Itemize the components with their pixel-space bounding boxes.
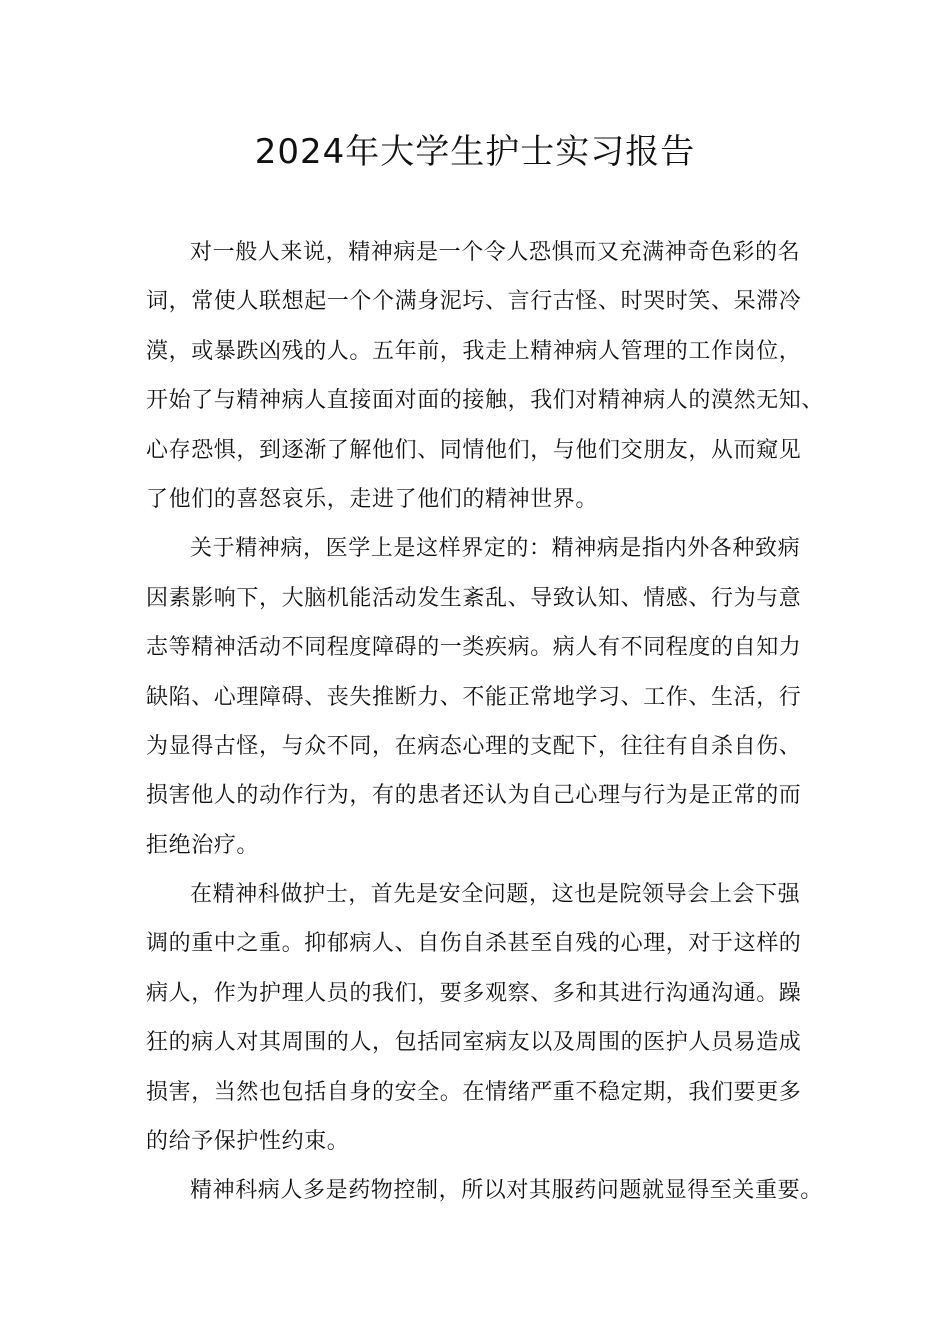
paragraph-line: 调的重中之重。抑郁病人、自伤自杀甚至自残的心理，对于这样的 (146, 931, 802, 957)
paragraph (146, 524, 816, 870)
paragraph (146, 1166, 823, 1215)
paragraph-line: 了他们的喜怒哀乐，走进了他们的精神世界。 (146, 486, 599, 512)
paragraph-line: 关于精神病，医学上是这样界定的：精神病是指内外各种致病 (190, 536, 801, 562)
paragraph-line: 在精神科做护士，首先是安全问题，这也是院领导会上会下强 (190, 882, 801, 908)
paragraph-line: 缺陷、心理障碍、丧失推断力、不能正常地学习、工作、生活，行 (146, 684, 802, 710)
paragraph-line: 的给予保护性约束。 (146, 1129, 350, 1155)
paragraph-line: 损害他人的动作行为，有的患者还认为自己心理与行为是正常的而 (146, 783, 802, 809)
paragraph-line: 损害，当然也包括自身的安全。在情绪严重不稳定期，我们要更多 (146, 1079, 802, 1105)
paragraph-line: 因素影响下，大脑机能活动发生紊乱、导致认知、情感、行为与意 (146, 585, 802, 611)
paragraph-line: 开始了与精神病人直接面对面的接触，我们对精神病人的漠然无知、 (146, 388, 825, 414)
paragraph-line: 词，常使人联想起一个个满身泥圬、言行古怪、时哭时笑、呆滞冷 (146, 289, 802, 315)
paragraph-line: 狂的病人对其周围的人，包括同室病友以及周围的医护人员易造成 (146, 1030, 802, 1056)
paragraph-line: 病人，作为护理人员的我们，要多观察、多和其进行沟通沟通。躁 (146, 980, 802, 1006)
document-title: 2024年大学生护士实习报告 (254, 132, 696, 172)
document-body (146, 228, 825, 1216)
paragraph-line: 对一般人来说，精神病是一个令人恐惧而又充满神奇色彩的名 (190, 240, 801, 265)
paragraph-line: 漠，或暴跌凶残的人。五年前，我走上精神病人管理的工作岗位， (146, 338, 802, 364)
paragraph-line: 心存恐惧，到逐渐了解他们、同情他们，与他们交朋友，从而窥见 (146, 437, 802, 463)
paragraph (146, 228, 825, 524)
paragraph-line: 志等精神活动不同程度障碍的一类疾病。病人有不同程度的自知力 (146, 635, 802, 661)
paragraph-line: 拒绝治疗。 (146, 832, 260, 858)
paragraph (146, 870, 816, 1166)
paragraph-line: 精神科病人多是药物控制，所以对其服药问题就显得至关重要。 (190, 1178, 823, 1204)
paragraph-line: 为显得古怪，与众不同，在病态心理的支配下，往往有自杀自伤、 (146, 733, 802, 759)
